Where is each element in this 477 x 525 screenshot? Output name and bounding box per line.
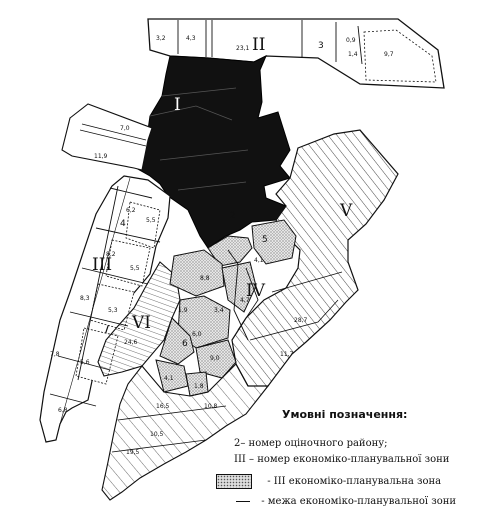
plot-label: 4,7: [240, 297, 250, 304]
legend-row-zone-number: III – номер економіко-планувальної зони: [234, 454, 450, 465]
plot-label: 8,8: [200, 275, 210, 282]
zone-label-i: I: [174, 95, 181, 115]
plot-label: 1,8: [194, 383, 204, 390]
plot-label: 5,5: [130, 265, 140, 272]
legend-row-zone-boundary: [236, 496, 456, 507]
boundary-line-swatch: [236, 501, 250, 502]
plot-label: 3,2: [156, 35, 166, 42]
plot-label: 5,6: [80, 359, 90, 366]
plot-label: 9,7: [384, 51, 394, 58]
plot-label: 1,9: [178, 307, 188, 314]
plot-label: 6,8: [58, 407, 68, 414]
plot-label: 28,7: [294, 317, 308, 324]
plot-label: 19,5: [126, 449, 140, 456]
plot-label: 2: [230, 211, 236, 221]
plot-label: 5,3: [108, 307, 118, 314]
plot-label: 1,4: [348, 51, 358, 58]
plot-label: 5,5: [146, 217, 156, 224]
plot-label: 5: [262, 235, 268, 245]
plot-label: 23,1: [236, 45, 250, 52]
plot-label: 4,1: [164, 375, 174, 382]
plot-label: 3: [318, 41, 324, 51]
dotted-swatch: [216, 474, 252, 489]
plot-label: 7,0: [120, 125, 130, 132]
plot-label: 24,6: [124, 339, 138, 346]
legend-row-district-number: 2– номер оціночного району;: [234, 438, 388, 449]
legend-row-zone-iii: [216, 474, 441, 489]
plot-label: 8,2: [106, 251, 116, 258]
plot-label: 6: [182, 339, 188, 349]
plot-label: 16,5: [156, 403, 170, 410]
plot-label: 10,8: [204, 403, 218, 410]
plot-label: 0,9: [346, 37, 356, 44]
legend-row-zone-iii-label: - III економіко-планувальна зона: [267, 476, 442, 487]
plot-label: 9,0: [210, 355, 220, 362]
plot-label: 7,8: [50, 351, 60, 358]
road-strip: [62, 104, 152, 170]
plot-label: 10,5: [150, 431, 164, 438]
zone-label-ii: II: [252, 35, 266, 55]
zone-label-iv: IV: [246, 281, 265, 301]
zone-label-vi: VI: [132, 313, 151, 333]
legend-row-zone-boundary-label: - межа економіко-планувальної зони: [261, 496, 457, 507]
plot-label: 3,4: [214, 307, 224, 314]
plot-label: 6,2: [126, 207, 136, 214]
plot-label: 4,3: [186, 35, 196, 42]
plot-label: 11,9: [94, 153, 108, 160]
plot-label: 11,7: [280, 351, 294, 358]
zone-label-v: V: [340, 201, 353, 221]
zone-label-iii: III: [92, 255, 113, 275]
plot-label: 6,0: [192, 331, 202, 338]
plot-label: 4,1: [254, 257, 264, 264]
legend-title: Умовні позначення:: [282, 408, 408, 421]
plot-label: 4: [120, 219, 126, 229]
plot-label: 8,3: [80, 295, 90, 302]
